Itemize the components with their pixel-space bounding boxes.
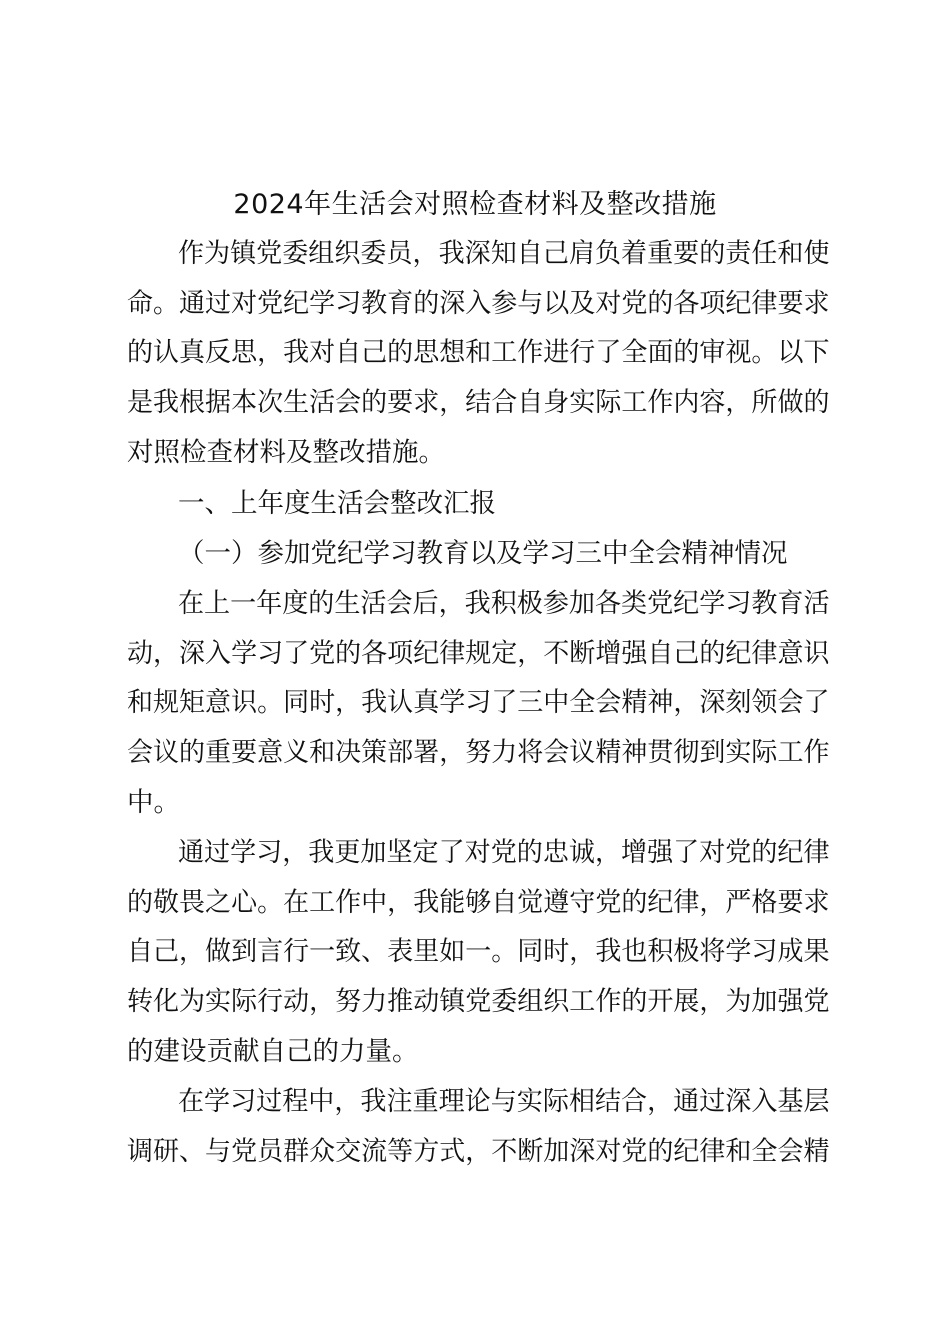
paragraph-line: 的认真反思，我对自己的思想和工作进行了全面的审视。以下 [127,337,830,368]
paragraph-line: 转化为实际行动，努力推动镇党委组织工作的开展，为加强党 [127,986,830,1017]
paragraph-line: 作为镇党委组织委员，我深知自己肩负着重要的责任和使 [178,238,830,269]
paragraph-line: 在学习过程中，我注重理论与实际相结合，通过深入基层 [178,1086,830,1117]
paragraph-line: 动，深入学习了党的各项纪律规定，不断增强自己的纪律意识 [127,638,830,669]
paragraph-line: 会议的重要意义和决策部署，努力将会议精神贯彻到实际工作 [127,737,830,768]
paragraph-line: 是我根据本次生活会的要求，结合自身实际工作内容，所做的 [127,387,830,418]
section-heading: 一、上年度生活会整改汇报 [178,488,496,519]
paragraph-line: 命。通过对党纪学习教育的深入参与以及对党的各项纪律要求 [127,288,830,319]
document-title: 2024年生活会对照检查材料及整改措施 [233,189,717,220]
paragraph-line: 的建设贡献自己的力量。 [127,1036,419,1067]
paragraph-line: 通过学习，我更加坚定了对党的忠诚，增强了对党的纪律 [178,837,830,868]
paragraph-line: 在上一年度的生活会后，我积极参加各类党纪学习教育活 [178,588,830,619]
paragraph-line: 的敬畏之心。在工作中，我能够自觉遵守党的纪律，严格要求 [127,887,830,918]
paragraph-line: 对照检查材料及整改措施。 [127,437,445,468]
paragraph-line: 自己，做到言行一致、表里如一。同时，我也积极将学习成果 [127,936,830,967]
subsection-heading: （一）参加党纪学习教育以及学习三中全会精神情况 [178,538,788,569]
paragraph-line: 和规矩意识。同时，我认真学习了三中全会精神，深刻领会了 [127,687,830,718]
paragraph-line: 中。 [127,787,180,818]
paragraph-line: 调研、与党员群众交流等方式，不断加深对党的纪律和全会精 [127,1136,830,1167]
